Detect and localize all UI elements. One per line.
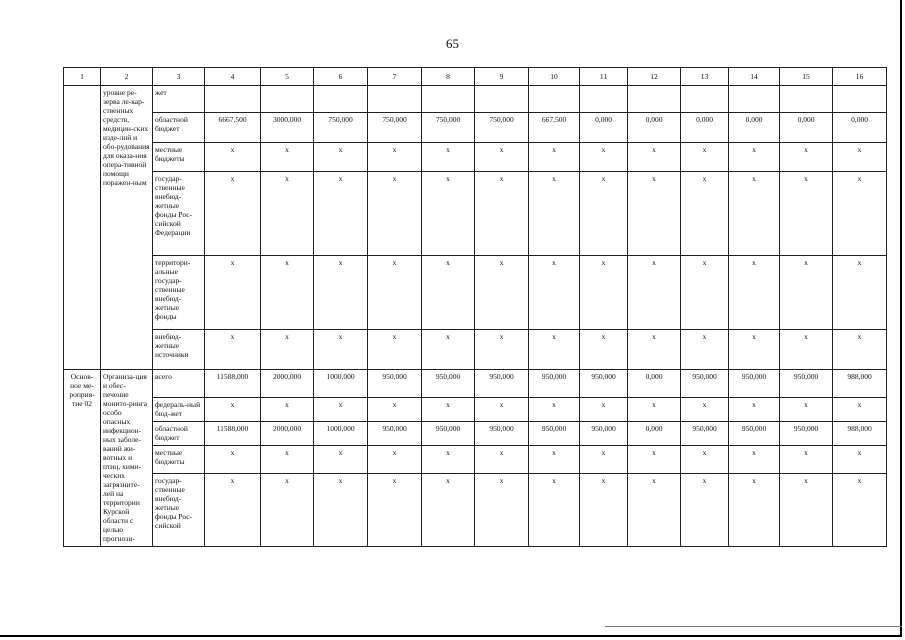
funding-source-cell: областной бюджет: [153, 422, 205, 446]
value-cell: x: [314, 143, 368, 172]
value-cell: [580, 86, 628, 113]
value-cell: x: [580, 446, 628, 474]
value-cell: [261, 86, 314, 113]
funding-source-cell: всего: [153, 370, 205, 398]
value-cell: x: [628, 172, 681, 256]
value-cell: [529, 86, 580, 113]
value-cell: 0,000: [833, 113, 887, 143]
value-cell: x: [205, 172, 261, 256]
value-cell: x: [780, 143, 833, 172]
value-cell: 950,000: [422, 422, 475, 446]
value-cell: x: [368, 143, 422, 172]
funding-source-cell: государ-ственные внебюд-жетные фонды Рос-сийской: [153, 474, 205, 547]
value-cell: x: [205, 474, 261, 547]
value-cell: x: [475, 446, 529, 474]
value-cell: 3000,000: [261, 113, 314, 143]
value-cell: 2000,000: [261, 422, 314, 446]
header-cell: 16: [833, 68, 887, 86]
value-cell: x: [422, 143, 475, 172]
event-name-cell: уровне ре-зерва ле-кар-ственных средств, медицин-ских изде-лий и обо-рудования для оказа-ния опера-тивной помощи поражен-ным: [101, 86, 153, 370]
value-cell: x: [529, 330, 580, 370]
value-cell: x: [368, 446, 422, 474]
header-cell: 13: [681, 68, 729, 86]
value-cell: [475, 86, 529, 113]
value-cell: x: [475, 398, 529, 422]
value-cell: x: [368, 256, 422, 330]
value-cell: x: [368, 172, 422, 256]
value-cell: x: [681, 398, 729, 422]
value-cell: x: [580, 143, 628, 172]
value-cell: x: [729, 330, 780, 370]
header-cell: 2: [101, 68, 153, 86]
header-cell: 11: [580, 68, 628, 86]
value-cell: 11588,000: [205, 422, 261, 446]
value-cell: x: [368, 398, 422, 422]
value-cell: x: [205, 446, 261, 474]
value-cell: x: [205, 143, 261, 172]
header-cell: 10: [529, 68, 580, 86]
value-cell: x: [205, 256, 261, 330]
value-cell: 950,000: [422, 370, 475, 398]
value-cell: 0,000: [580, 113, 628, 143]
value-cell: x: [833, 172, 887, 256]
table-row: [64, 86, 887, 113]
table-row: [64, 446, 887, 474]
value-cell: x: [833, 330, 887, 370]
value-cell: 950,000: [475, 422, 529, 446]
value-cell: x: [580, 330, 628, 370]
value-cell: x: [729, 143, 780, 172]
value-cell: x: [314, 172, 368, 256]
value-cell: 0,000: [780, 113, 833, 143]
value-cell: 667,500: [529, 113, 580, 143]
value-cell: x: [529, 446, 580, 474]
value-cell: x: [368, 474, 422, 547]
value-cell: x: [729, 446, 780, 474]
value-cell: 11588,000: [205, 370, 261, 398]
event-number-cell: [64, 86, 101, 370]
value-cell: x: [833, 143, 887, 172]
value-cell: 750,000: [314, 113, 368, 143]
value-cell: x: [205, 330, 261, 370]
value-cell: x: [580, 172, 628, 256]
value-cell: x: [261, 256, 314, 330]
value-cell: x: [475, 474, 529, 547]
header-cell: 1: [64, 68, 101, 86]
value-cell: [205, 86, 261, 113]
value-cell: x: [422, 474, 475, 547]
value-cell: x: [314, 446, 368, 474]
header-cell: 12: [628, 68, 681, 86]
value-cell: x: [368, 330, 422, 370]
value-cell: x: [475, 330, 529, 370]
value-cell: 1000,000: [314, 422, 368, 446]
header-cell: 9: [475, 68, 529, 86]
value-cell: x: [422, 446, 475, 474]
value-cell: 950,000: [681, 422, 729, 446]
value-cell: 750,000: [475, 113, 529, 143]
value-cell: x: [833, 398, 887, 422]
header-cell: 5: [261, 68, 314, 86]
header-cell: 15: [780, 68, 833, 86]
event-name-cell: Организа-ция и обес-печение монито-ринга особо опасных инфекцион-ных заболе-ваний жи-вотных и птиц, хими-ческих загрязните-лей на территории Курской области с целью прогнози-: [101, 370, 153, 547]
value-cell: x: [261, 474, 314, 547]
table-row: [64, 422, 887, 446]
value-cell: x: [261, 172, 314, 256]
value-cell: 0,000: [628, 370, 681, 398]
value-cell: x: [780, 398, 833, 422]
value-cell: x: [205, 398, 261, 422]
value-cell: x: [422, 330, 475, 370]
funding-source-cell: внебюд-жетные источники: [153, 330, 205, 370]
table-row: [64, 370, 887, 398]
value-cell: x: [681, 172, 729, 256]
value-cell: 988,000: [833, 422, 887, 446]
header-cell: 4: [205, 68, 261, 86]
value-cell: x: [780, 474, 833, 547]
value-cell: x: [475, 143, 529, 172]
value-cell: x: [681, 446, 729, 474]
value-cell: 950,000: [580, 422, 628, 446]
value-cell: x: [529, 474, 580, 547]
value-cell: x: [833, 446, 887, 474]
value-cell: x: [529, 256, 580, 330]
value-cell: 2000,000: [261, 370, 314, 398]
funding-source-cell: местные бюджеты: [153, 446, 205, 474]
value-cell: 0,000: [681, 113, 729, 143]
value-cell: x: [833, 474, 887, 547]
value-cell: x: [628, 143, 681, 172]
value-cell: x: [729, 474, 780, 547]
value-cell: [729, 86, 780, 113]
value-cell: 950,000: [580, 370, 628, 398]
value-cell: x: [780, 172, 833, 256]
value-cell: x: [580, 256, 628, 330]
value-cell: x: [729, 172, 780, 256]
value-cell: x: [681, 256, 729, 330]
value-cell: x: [780, 256, 833, 330]
value-cell: 0,000: [628, 113, 681, 143]
value-cell: x: [628, 398, 681, 422]
value-cell: 950,000: [681, 370, 729, 398]
value-cell: x: [580, 398, 628, 422]
header-row: [64, 68, 887, 86]
table-row: [64, 172, 887, 256]
value-cell: 750,000: [368, 113, 422, 143]
value-cell: 950,000: [780, 422, 833, 446]
header-cell: 6: [314, 68, 368, 86]
value-cell: x: [475, 172, 529, 256]
value-cell: [780, 86, 833, 113]
value-cell: x: [314, 330, 368, 370]
value-cell: x: [314, 256, 368, 330]
funding-source-cell: государ-ственные внебюд-жетные фонды Рос-сийской Федерации: [153, 172, 205, 256]
value-cell: x: [681, 143, 729, 172]
value-cell: x: [314, 398, 368, 422]
value-cell: 950,000: [529, 422, 580, 446]
value-cell: x: [580, 474, 628, 547]
value-cell: [628, 86, 681, 113]
value-cell: [833, 86, 887, 113]
value-cell: [681, 86, 729, 113]
value-cell: x: [422, 256, 475, 330]
value-cell: x: [529, 143, 580, 172]
page-number: 65: [446, 36, 459, 51]
value-cell: 950,000: [475, 370, 529, 398]
value-cell: 750,000: [422, 113, 475, 143]
value-cell: x: [422, 172, 475, 256]
value-cell: 950,000: [368, 370, 422, 398]
value-cell: x: [529, 398, 580, 422]
value-cell: [314, 86, 368, 113]
value-cell: x: [261, 143, 314, 172]
value-cell: x: [681, 330, 729, 370]
event-number-cell: Основ-ное ме-роприя-тие 02: [64, 370, 101, 547]
budget-table: [63, 67, 887, 547]
value-cell: 6667,500: [205, 113, 261, 143]
value-cell: [422, 86, 475, 113]
value-cell: 950,000: [368, 422, 422, 446]
value-cell: x: [261, 330, 314, 370]
table-row: [64, 398, 887, 422]
value-cell: 950,000: [729, 422, 780, 446]
value-cell: x: [681, 474, 729, 547]
value-cell: 950,000: [780, 370, 833, 398]
value-cell: 950,000: [729, 370, 780, 398]
value-cell: x: [314, 474, 368, 547]
value-cell: x: [628, 474, 681, 547]
table-row: [64, 330, 887, 370]
value-cell: 950,000: [529, 370, 580, 398]
value-cell: x: [628, 256, 681, 330]
footer-rule: [605, 626, 902, 627]
value-cell: 988,000: [833, 370, 887, 398]
funding-source-cell: жет: [153, 86, 205, 113]
value-cell: x: [729, 398, 780, 422]
table-row: [64, 474, 887, 547]
value-cell: x: [833, 256, 887, 330]
value-cell: x: [475, 256, 529, 330]
value-cell: x: [628, 330, 681, 370]
value-cell: x: [628, 446, 681, 474]
funding-source-cell: областной бюджет: [153, 113, 205, 143]
table-row: [64, 143, 887, 172]
table-row: [64, 256, 887, 330]
funding-source-cell: федераль-ный бюд-жет: [153, 398, 205, 422]
value-cell: x: [261, 398, 314, 422]
header-cell: 8: [422, 68, 475, 86]
header-cell: 14: [729, 68, 780, 86]
value-cell: 1000,000: [314, 370, 368, 398]
header-cell: 3: [153, 68, 205, 86]
value-cell: x: [780, 330, 833, 370]
value-cell: 0,000: [729, 113, 780, 143]
funding-source-cell: территори-альные государ-ственные внебюд-жетные фонды: [153, 256, 205, 330]
value-cell: x: [780, 446, 833, 474]
header-cell: 7: [368, 68, 422, 86]
value-cell: [368, 86, 422, 113]
value-cell: 0,000: [628, 422, 681, 446]
funding-source-cell: местные бюджеты: [153, 143, 205, 172]
value-cell: x: [529, 172, 580, 256]
value-cell: x: [261, 446, 314, 474]
table-row: [64, 113, 887, 143]
value-cell: x: [422, 398, 475, 422]
value-cell: x: [729, 256, 780, 330]
